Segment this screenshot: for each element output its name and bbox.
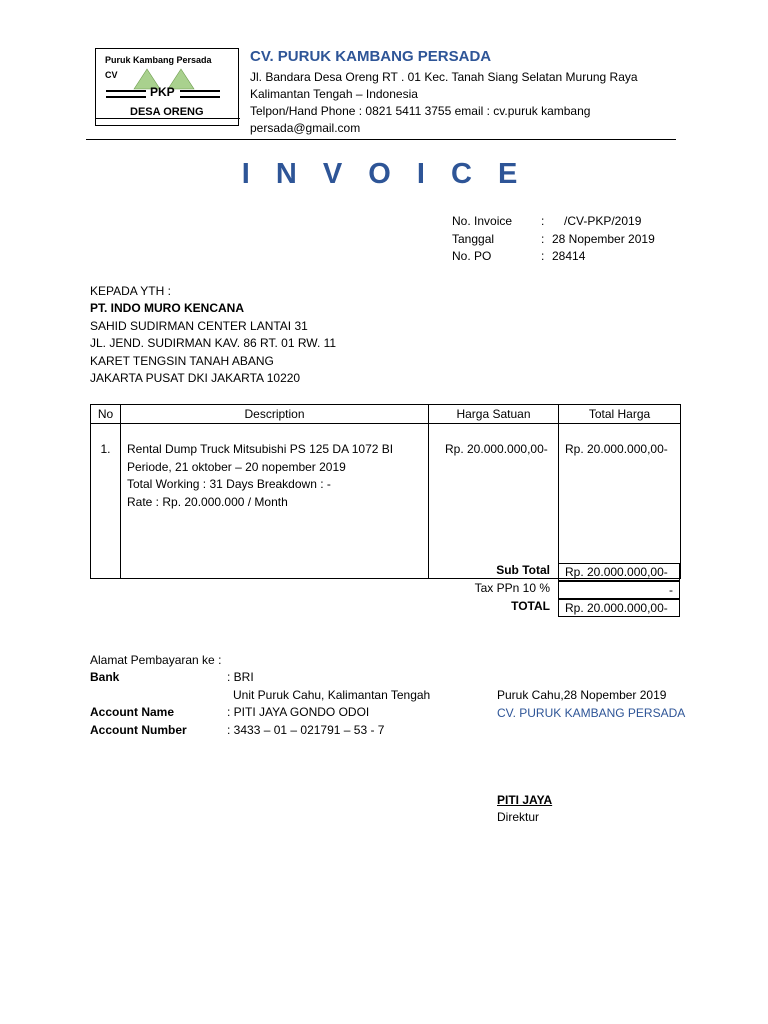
logo-mark: PKP [150, 85, 175, 99]
header-divider [86, 139, 676, 140]
desc-line: Periode, 21 oktober – 20 nopember 2019 [127, 459, 346, 474]
row-unit-price: Rp. 20.000.000,00- [429, 424, 559, 579]
meta-invoice-sep: : [541, 214, 545, 228]
company-address-line1: Jl. Bandara Desa Oreng RT . 01 Kec. Tanah Siang Selatan Murung Raya [250, 70, 638, 84]
meta-invoice-label: No. Invoice [452, 214, 513, 228]
company-name: CV. PURUK KAMBANG PERSADA [250, 48, 492, 65]
bank-value: : BRI [227, 670, 254, 684]
payment-heading: Alamat Pembayaran ke : [90, 653, 222, 667]
header-description: Description [121, 405, 429, 424]
items-table [90, 404, 681, 579]
tax-value: - [558, 581, 680, 599]
logo-line2: CV [105, 70, 118, 80]
account-name-value: : PITI JAYA GONDO ODOI [227, 705, 370, 719]
table-row [91, 424, 681, 579]
header-unit-price: Harga Satuan [429, 405, 559, 424]
recipient-line4: JAKARTA PUSAT DKI JAKARTA 10220 [90, 371, 301, 385]
row-description [121, 424, 429, 579]
meta-date-value: 28 Nopember 2019 [552, 232, 655, 246]
row-no: 1. [91, 424, 121, 579]
company-contact-line1: Telpon/Hand Phone : 0821 5411 3755 email : cv.puruk kambang [250, 104, 591, 118]
bank-branch: Unit Puruk Cahu, Kalimantan Tengah [233, 688, 431, 702]
recipient-company: PT. INDO MURO KENCANA [90, 301, 245, 315]
header-no: No [91, 405, 121, 424]
meta-invoice-value: /CV-PKP/2019 [564, 214, 642, 228]
recipient-line2: JL. JEND. SUDIRMAN KAV. 86 RT. 01 RW. 11 [90, 336, 337, 350]
recipient-line1: SAHID SUDIRMAN CENTER LANTAI 31 [90, 319, 308, 333]
meta-po-label: No. PO [452, 249, 492, 263]
subtotal-label: Sub Total [496, 563, 550, 577]
meta-date-sep: : [541, 232, 545, 246]
desc-line: Rental Dump Truck Mitsubishi PS 125 DA 1072 BI [127, 442, 394, 456]
subtotal-value: Rp. 20.000.000,00- [558, 563, 680, 581]
table-header-row [91, 405, 681, 424]
recipient-kepada: KEPADA YTH : [90, 284, 171, 298]
total-value: Rp. 20.000.000,00- [558, 599, 680, 617]
logo-place: DESA ORENG [130, 106, 204, 118]
meta-po-value: 28414 [552, 249, 586, 263]
signature-company: CV. PURUK KAMBANG PERSADA [497, 706, 686, 720]
company-contact-line2: persada@gmail.com [250, 121, 361, 135]
company-logo [95, 48, 239, 126]
company-address-line2: Kalimantan Tengah – Indonesia [250, 87, 418, 101]
invoice-title: I N V O I C E [241, 158, 527, 190]
signature-name: PITI JAYA [497, 793, 553, 807]
signature-position: Direktur [497, 810, 540, 824]
account-name-label: Account Name [90, 705, 175, 719]
account-number-label: Account Number [90, 723, 187, 737]
recipient-line3: KARET TENGSIN TANAH ABANG [90, 354, 274, 368]
desc-line: Total Working : 31 Days Breakdown : - [127, 477, 331, 491]
row-total: Rp. 20.000.000,00- [559, 424, 681, 579]
header-total: Total Harga [559, 405, 681, 424]
meta-date-label: Tanggal [452, 232, 495, 246]
desc-line: Rate : Rp. 20.000.000 / Month [127, 494, 288, 509]
meta-po-sep: : [541, 249, 545, 263]
total-label: TOTAL [511, 599, 550, 613]
account-number-value: : 3433 – 01 – 021791 – 53 - 7 [227, 723, 385, 737]
tax-label: Tax PPn 10 % [474, 581, 550, 595]
signature-place-date: Puruk Cahu,28 Nopember 2019 [497, 688, 667, 702]
bank-label: Bank [90, 670, 120, 684]
logo-line1: Puruk Kambang Persada [105, 55, 212, 65]
